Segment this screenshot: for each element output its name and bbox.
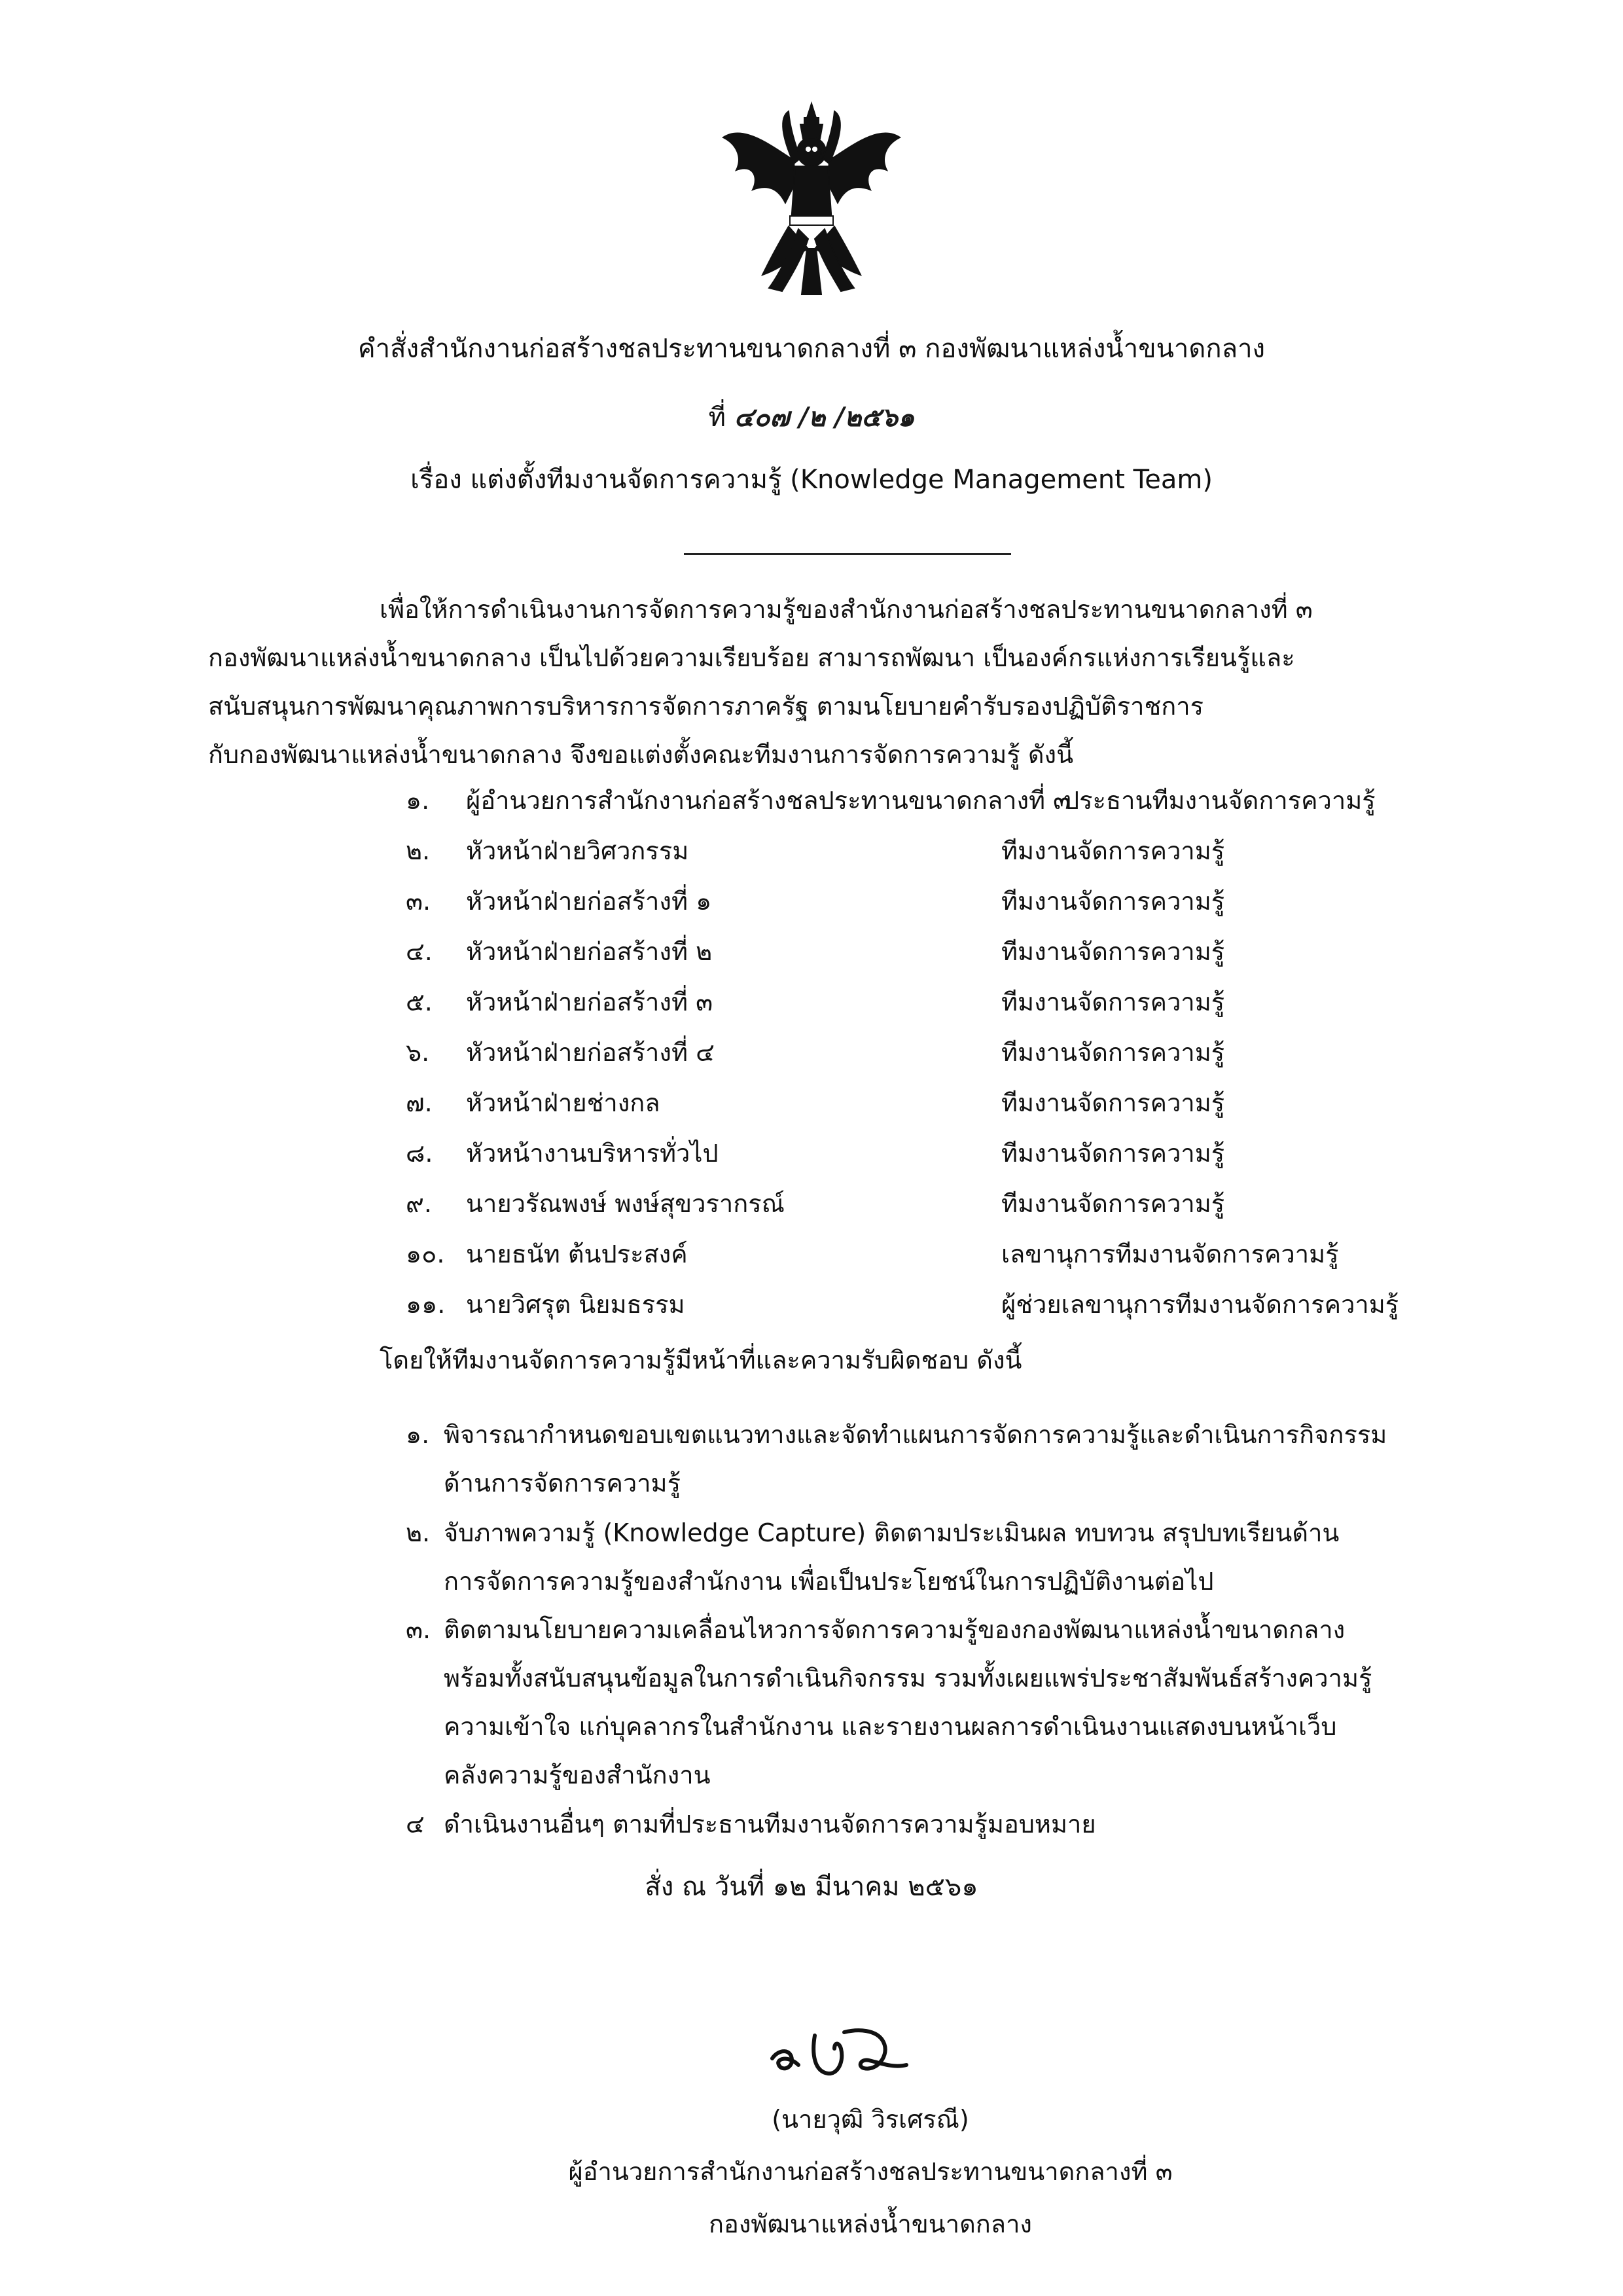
order-date: สั่ง ณ วันที่ ๑๒ มีนาคม ๒๕๖๑ [645, 1872, 978, 1902]
member-role: ทีมงานจัดการความรู้ [1001, 937, 1225, 966]
member-role: ทีมงานจัดการความรู้ [1001, 1088, 1225, 1117]
member-number: ๑. [406, 786, 430, 815]
member-name: นายวรัณพงษ์ พงษ์สุขวรากรณ์ [466, 1189, 785, 1218]
member-role: ทีมงานจัดการความรู้ [1001, 887, 1225, 916]
member-row [406, 1135, 1466, 1172]
member-name: นายวิศรุต นิยมธรรม [466, 1290, 685, 1319]
member-row [406, 933, 1466, 970]
member-name: นายธนัท ต้นประสงค์ [466, 1240, 688, 1268]
member-row [406, 1286, 1466, 1323]
member-role: ประธานทีมงานจัดการความรู้ [1063, 786, 1376, 815]
duty-number: ๒. [406, 1518, 431, 1547]
member-number: ๓. [406, 887, 431, 916]
order-heading: คำสั่งสำนักงานก่อสร้างชลประทานขนาดกลางที่ ๓ กองพัฒนาแหล่งน้ำขนาดกลาง [357, 334, 1266, 364]
member-row [406, 883, 1466, 920]
member-number: ๒. [406, 836, 431, 865]
duty-line: จับภาพความรู้ (Knowledge Capture) ติดตามประเมินผล ทบทวน สรุปบทเรียนด้าน [444, 1518, 1340, 1547]
member-row [406, 782, 1466, 819]
duty-item [406, 1410, 1466, 1507]
member-name: ผู้อำนวยการสำนักงานก่อสร้างชลประทานขนาดกลางที่ ๓ [466, 786, 1071, 815]
order-number [0, 399, 1623, 436]
duty-number: ๑. [406, 1420, 430, 1449]
duty-line: ความเข้าใจ แก่บุคลากรในสำนักงาน และรายงานผลการดำเนินงานแสดงบนหน้าเว็บ [444, 1712, 1337, 1741]
order-number-prefix: ที่ [708, 403, 734, 433]
member-name: หัวหน้าฝ่ายก่อสร้างที่ ๒ [466, 937, 713, 966]
member-number: ๗. [406, 1088, 433, 1117]
member-row [406, 1085, 1466, 1121]
member-name: หัวหน้าฝ่ายก่อสร้างที่ ๑ [466, 887, 712, 916]
duty-line: ติดตามนโยบายความเคลื่อนไหวการจัดการความรู้ของกองพัฒนาแหล่งน้ำขนาดกลาง [444, 1615, 1346, 1644]
duty-number: ๔ [406, 1810, 425, 1839]
member-role: เลขานุการทีมงานจัดการความรู้ [1001, 1240, 1339, 1268]
garuda-emblem-icon [717, 98, 906, 301]
member-role: ทีมงานจัดการความรู้ [1001, 1038, 1225, 1067]
duty-item [406, 1800, 1466, 1848]
member-name: หัวหน้าฝ่ายก่อสร้างที่ ๓ [466, 988, 713, 1016]
duty-item [406, 1509, 1466, 1605]
member-number: ๔. [406, 937, 433, 966]
member-number: ๙. [406, 1189, 432, 1218]
member-role: ทีมงานจัดการความรู้ [1001, 836, 1225, 865]
duty-line: พร้อมทั้งสนับสนุนข้อมูลในการดำเนินกิจกรรม รวมทั้งเผยแพร่ประชาสัมพันธ์สร้างความรู้ [444, 1664, 1372, 1693]
member-role: ผู้ช่วยเลขานุการทีมงานจัดการความรู้ [1001, 1290, 1399, 1319]
duty-line: คลังความรู้ของสำนักงาน [444, 1761, 711, 1789]
member-number: ๕. [406, 988, 433, 1016]
duties-intro: โดยให้ทีมงานจัดการความรู้มีหน้าที่และความรับผิดชอบ ดังนี้ [380, 1346, 1022, 1374]
member-row [406, 1236, 1466, 1272]
preamble-line: กองพัฒนาแหล่งน้ำขนาดกลาง เป็นไปด้วยความเรียบร้อย สามารถพัฒนา เป็นองค์กรแห่งการเรียนรู้และ [208, 643, 1295, 672]
handwritten-signature [753, 2003, 923, 2088]
duty-line: พิจารณากำหนดขอบเขตแนวทางและจัดทำแผนการจัดการความรู้และดำเนินการกิจกรรม [444, 1420, 1387, 1449]
member-role: ทีมงานจัดการความรู้ [1001, 1189, 1225, 1218]
member-name: หัวหน้าฝ่ายช่างกล [466, 1088, 660, 1117]
duty-line: ดำเนินงานอื่นๆ ตามที่ประธานทีมงานจัดการความรู้มอบหมาย [444, 1810, 1096, 1839]
order-number-value: ๔๐๗ /๒ /๒๕๖๑ [734, 402, 915, 433]
signer-department: กองพัฒนาแหล่งน้ำขนาดกลาง [709, 2210, 1032, 2238]
member-name: หัวหน้างานบริหารทั่วไป [466, 1139, 719, 1168]
member-number: ๘. [406, 1139, 433, 1168]
member-number: ๑๑. [406, 1290, 446, 1319]
member-role: ทีมงานจัดการความรู้ [1001, 988, 1225, 1016]
preamble-line: กับกองพัฒนาแหล่งน้ำขนาดกลาง จึงขอแต่งตั้งคณะทีมงานการจัดการความรู้ ดังนี้ [208, 740, 1074, 769]
signer-name: (นายวุฒิ วิรเศรณี) [772, 2105, 969, 2134]
member-name: หัวหน้าฝ่ายวิศวกรรม [466, 836, 689, 865]
member-row [406, 1185, 1466, 1222]
signer-title: ผู้อำนวยการสำนักงานก่อสร้างชลประทานขนาดกลางที่ ๓ [568, 2157, 1173, 2186]
member-name: หัวหน้าฝ่ายก่อสร้างที่ ๔ [466, 1038, 715, 1067]
duty-line: การจัดการความรู้ของสำนักงาน เพื่อเป็นประโยชน์ในการปฏิบัติงานต่อไป [444, 1567, 1214, 1596]
duty-item [406, 1605, 1466, 1799]
duty-line: ด้านการจัดการความรู้ [444, 1469, 681, 1498]
preamble-line: สนับสนุนการพัฒนาคุณภาพการบริหารการจัดการภาครัฐ ตามนโยบายคำรับรองปฏิบัติราชการ [208, 692, 1204, 721]
member-number: ๖. [406, 1038, 430, 1067]
heading-divider [684, 553, 1011, 555]
member-row [406, 833, 1466, 869]
preamble-line: เพื่อให้การดำเนินงานการจัดการความรู้ของสำนักงานก่อสร้างชลประทานขนาดกลางที่ ๓ [380, 595, 1313, 624]
member-number: ๑๐. [406, 1240, 445, 1268]
order-subject: เรื่อง แต่งตั้งทีมงานจัดการความรู้ (Knowledge Management Team) [410, 465, 1213, 495]
duty-number: ๓. [406, 1615, 431, 1644]
member-role: ทีมงานจัดการความรู้ [1001, 1139, 1225, 1168]
member-row [406, 1034, 1466, 1071]
member-row [406, 984, 1466, 1020]
